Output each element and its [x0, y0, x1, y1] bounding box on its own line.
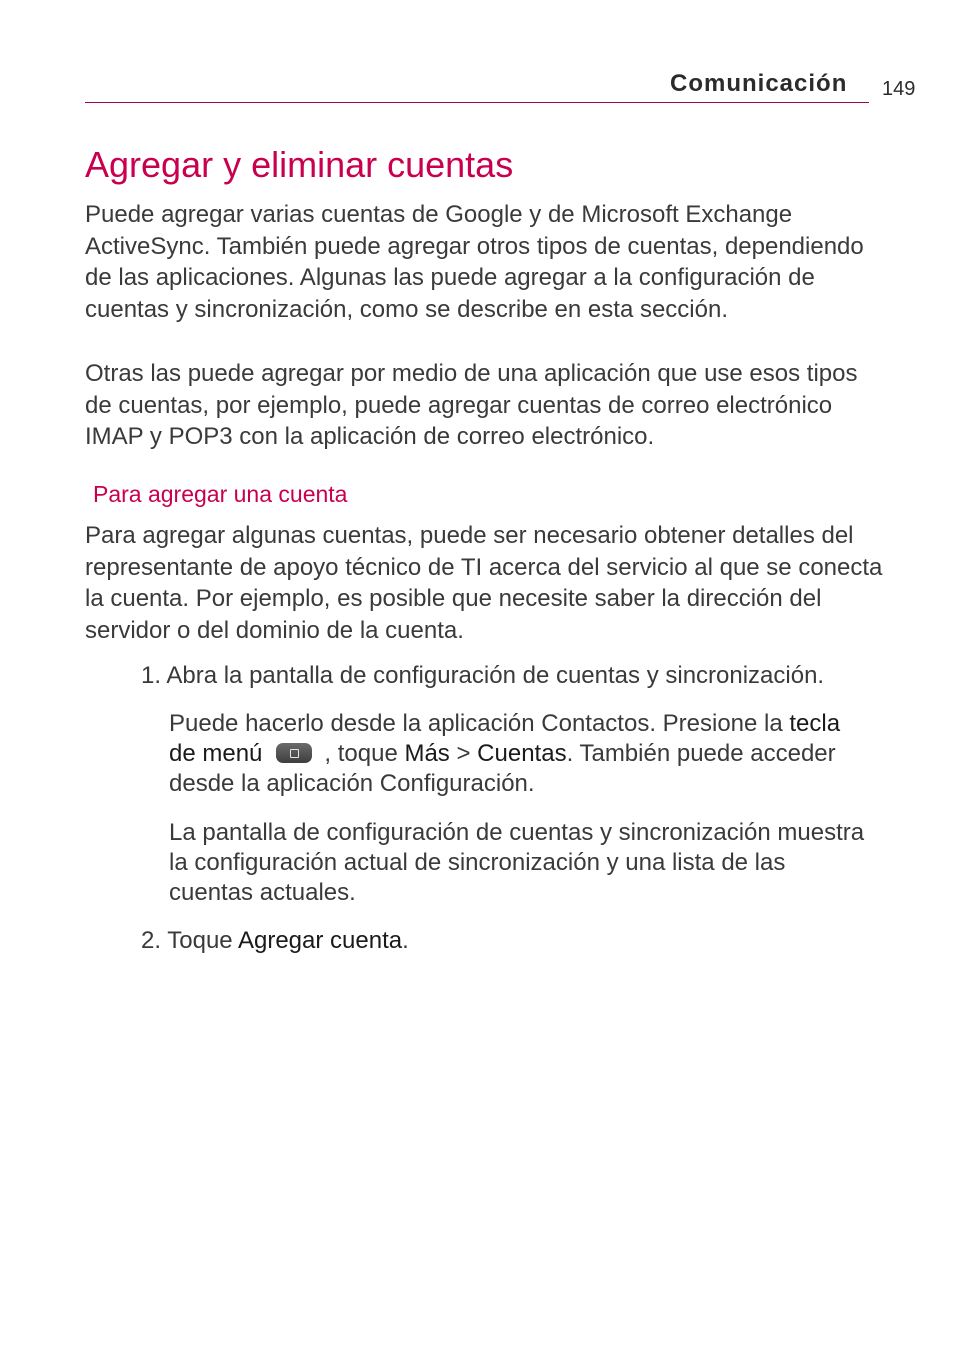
- step-1-detail-lead: Puede hacerlo desde la aplicación Contactos. Presione la: [169, 710, 790, 737]
- step-1-note: La pantalla de configuración de cuentas y sincronización muestra la configuración actual de sincronización y una lista de las cuentas actuales.: [169, 819, 865, 906]
- subsection-heading: Para agregar una cuenta: [93, 481, 348, 507]
- header-divider: [85, 102, 869, 103]
- menu-key-icon: [276, 743, 312, 763]
- intro-paragraph-1: Puede agregar varias cuentas de Google y de Microsoft Exchange ActiveSync. También puede agregar otros tipos de cuentas, dependiendo de las aplicaciones. Algunas las puede agregar a la configuración de cuentas y sincronización, como se describe en esta sección.: [85, 201, 864, 324]
- step-1-detail-mid: , toque: [324, 740, 405, 767]
- step-2: [141, 926, 881, 956]
- subsection-intro: Para agregar algunas cuentas, puede ser necesario obtener detalles del representante de apoyo técnico de TI acerca del servicio al que se conecta la cuenta. Por ejemplo, es posible que necesite saber la dirección del servidor o del dominio de la cuenta.: [85, 522, 883, 645]
- accounts-label: Cuentas: [477, 740, 567, 767]
- header-section-title: Comunicación: [670, 70, 848, 97]
- page-number: 149: [882, 78, 916, 100]
- step-1-detail: [169, 709, 869, 799]
- section-title: Agregar y eliminar cuentas: [85, 144, 514, 185]
- step-1: 1. Abra la pantalla de configuración de cuentas y sincronización.: [141, 662, 825, 689]
- more-label: Más: [404, 740, 450, 767]
- step-2-lead: 2. Toque: [141, 927, 238, 954]
- step-1-detail-tail: . También puede acceder desde la aplicación Configuración.: [169, 740, 836, 797]
- intro-paragraph-2: Otras las puede agregar por medio de una aplicación que use esos tipos de cuentas, por ejemplo, puede agregar cuentas de correo electrónico IMAP y POP3 con la aplicación de correo electrónico.: [85, 360, 858, 451]
- add-account-label: Agregar cuenta: [237, 927, 403, 954]
- step-2-end: .: [402, 927, 409, 954]
- menu-key-label: tecla de menú: [169, 710, 841, 767]
- breadcrumb-separator: >: [449, 740, 478, 767]
